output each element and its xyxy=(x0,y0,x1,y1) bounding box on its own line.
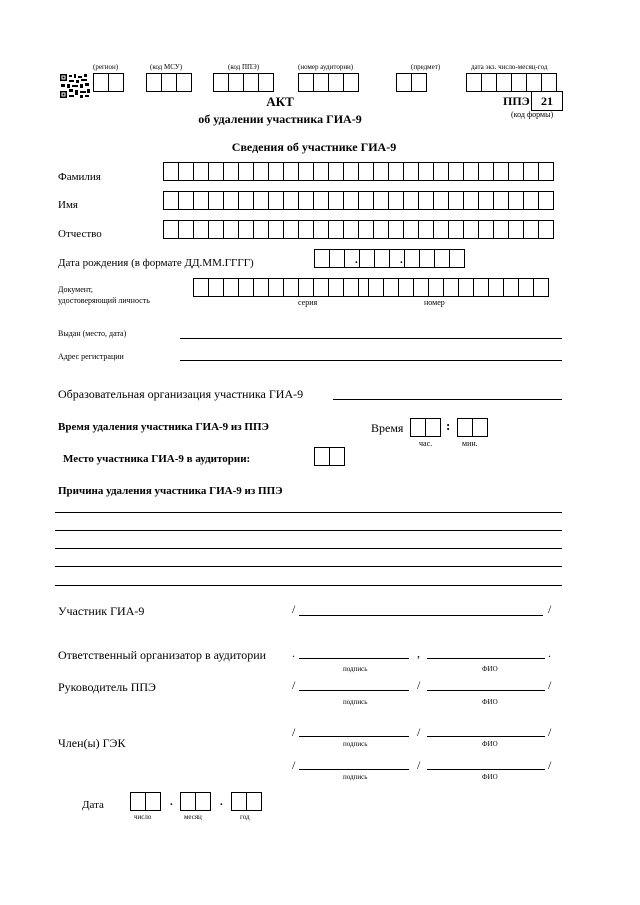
surname-label: Фамилия xyxy=(58,171,101,183)
patronymic-label: Отчество xyxy=(58,228,102,240)
caption-msu: (код МСУ) xyxy=(150,63,183,71)
org-label: Образовательная организация участника ГИА-9 xyxy=(58,387,304,401)
series-caption: серия xyxy=(298,298,318,307)
issued-line[interactable] xyxy=(180,338,562,339)
slash: / xyxy=(292,725,296,739)
address-label: Адрес регистрации xyxy=(58,352,124,361)
participant-signature-line[interactable] xyxy=(299,615,543,616)
caption-subject: (предмет) xyxy=(411,63,441,71)
hours-caption: час. xyxy=(419,439,433,448)
reason-line-5[interactable] xyxy=(55,585,562,586)
slash: / xyxy=(548,758,552,772)
act-title: АКТ xyxy=(266,94,294,109)
act-subtitle: об удалении участника ГИА-9 xyxy=(198,112,362,126)
participant-label: Участник ГИА-9 xyxy=(58,604,145,618)
organizer-sign-line[interactable] xyxy=(299,658,409,659)
organizer-label: Ответственный организатор в аудитории xyxy=(58,648,267,662)
gek-fio-line-2[interactable] xyxy=(427,769,545,770)
year-caption: год xyxy=(240,813,250,821)
form-number-box: 21 xyxy=(531,91,563,111)
number-cells[interactable] xyxy=(368,278,548,297)
date-day-cells[interactable] xyxy=(130,792,160,811)
document-label-2: удостоверяющий личность xyxy=(58,296,150,305)
exam-date-cells[interactable] xyxy=(466,73,556,92)
gek-sign-line-2[interactable] xyxy=(299,769,409,770)
slash: / xyxy=(292,602,296,616)
hours-cells[interactable] xyxy=(410,418,440,437)
gek-fio-line-1[interactable] xyxy=(427,736,545,737)
org-line[interactable] xyxy=(333,399,562,400)
time-word: Время xyxy=(371,421,404,435)
slash: / xyxy=(548,678,552,692)
room-cells[interactable] xyxy=(298,73,358,92)
caption-exam-date: дата экз. число-месяц-год xyxy=(471,63,548,71)
fio-caption: ФИО xyxy=(482,698,498,706)
minutes-cells[interactable] xyxy=(457,418,487,437)
reason-line-1[interactable] xyxy=(55,512,562,513)
sign-caption: подпись xyxy=(343,740,368,748)
birth-date-label: Дата рождения (в формате ДД.ММ.ГГГГ) xyxy=(58,257,254,269)
issued-label: Выдан (место, дата) xyxy=(58,329,127,338)
gek-label: Член(ы) ГЭК xyxy=(58,736,126,750)
date-dot-2: . xyxy=(400,254,403,266)
slash: / xyxy=(417,758,421,772)
birth-date-cells[interactable] xyxy=(314,249,464,268)
month-caption: месяц xyxy=(184,813,202,821)
caption-room: (номер аудитории) xyxy=(298,63,354,71)
section-title: Сведения об участнике ГИА-9 xyxy=(231,140,397,154)
slash: / xyxy=(292,678,296,692)
ppe-cells[interactable] xyxy=(213,73,273,92)
date-year-cells[interactable] xyxy=(231,792,261,811)
head-label: Руководитель ППЭ xyxy=(58,680,156,694)
form-code-caption: (код формы) xyxy=(511,110,554,119)
caption-ppe: (код ППЭ) xyxy=(228,63,260,71)
reason-line-2[interactable] xyxy=(55,530,562,531)
subject-cells[interactable] xyxy=(396,73,426,92)
fio-caption: ФИО xyxy=(482,665,498,673)
gek-sign-line-1[interactable] xyxy=(299,736,409,737)
slash: / xyxy=(417,725,421,739)
address-line[interactable] xyxy=(180,360,562,361)
head-sign-line[interactable] xyxy=(299,690,409,691)
number-caption: номер xyxy=(424,298,445,307)
caption-region: (регион) xyxy=(93,63,119,71)
surname-cells[interactable] xyxy=(163,162,553,181)
region-cells[interactable] xyxy=(93,73,123,92)
head-fio-line[interactable] xyxy=(427,690,545,691)
patronymic-cells[interactable] xyxy=(163,220,553,239)
date-label: Дата xyxy=(82,799,104,811)
slash: / xyxy=(548,602,552,616)
series-cells[interactable] xyxy=(193,278,373,297)
sign-caption: подпись xyxy=(343,665,368,673)
slash: . xyxy=(548,646,551,660)
sign-caption: подпись xyxy=(343,698,368,706)
sign-caption: подпись xyxy=(343,773,368,781)
fio-caption: ФИО xyxy=(482,740,498,748)
msu-cells[interactable] xyxy=(146,73,191,92)
date-dot-1: . xyxy=(355,254,358,266)
reason-label: Причина удаления участника ГИА-9 из ППЭ xyxy=(58,485,283,497)
reason-line-4[interactable] xyxy=(55,566,562,567)
time-colon: : xyxy=(446,418,451,433)
form-label: ППЭ xyxy=(503,94,530,108)
organizer-fio-line[interactable] xyxy=(427,658,545,659)
removal-time-label: Время удаления участника ГИА-9 из ППЭ xyxy=(58,421,270,433)
place-cells[interactable] xyxy=(314,447,344,466)
fio-caption: ФИО xyxy=(482,773,498,781)
slash: / xyxy=(292,758,296,772)
name-label: Имя xyxy=(58,199,78,211)
date-separator: . xyxy=(220,796,223,808)
slash: / xyxy=(548,725,552,739)
date-month-cells[interactable] xyxy=(180,792,210,811)
minutes-caption: мин. xyxy=(462,439,478,448)
document-label: Документ, xyxy=(58,285,93,294)
day-caption: число xyxy=(134,813,152,821)
place-label: Место участника ГИА-9 в аудитории: xyxy=(63,453,251,465)
slash: , xyxy=(417,646,420,660)
slash: / xyxy=(417,678,421,692)
date-separator: . xyxy=(170,796,173,808)
slash: . xyxy=(292,646,295,660)
name-cells[interactable] xyxy=(163,191,553,210)
reason-line-3[interactable] xyxy=(55,548,562,549)
